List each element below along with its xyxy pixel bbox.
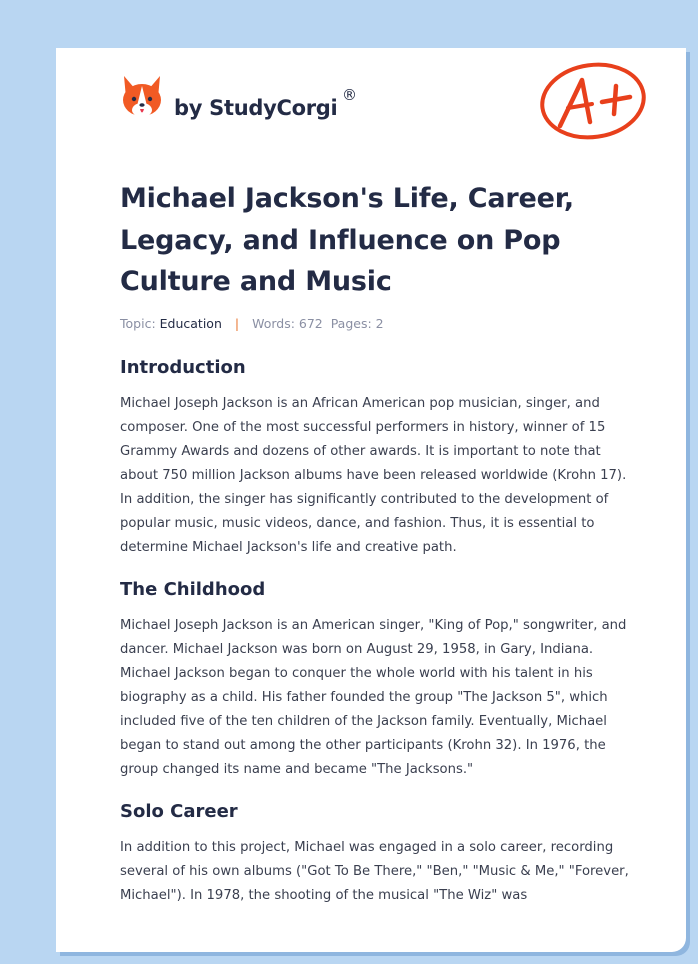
topic-label: Topic: <box>120 315 156 331</box>
topic-link[interactable]: Education <box>159 315 222 331</box>
section-body-introduction: Michael Joseph Jackson is an African American pop musician, singer, and composer. One of the most successful performers in history, winner of 15 Grammy Awards and dozens of other awards. It is important to note that about 750 million Jackson albums have been released worldwide (Krohn 17). In addition, the singer has significantly contributed to the development of popular music, music videos, dance, and fashion. Thus, it is essential to determine Michael Jackson's life and creative path. <box>120 395 627 555</box>
meta-separator: | <box>234 315 240 331</box>
a-plus-icon <box>538 60 648 142</box>
section-body-childhood: Michael Joseph Jackson is an American singer, "King of Pop," songwriter, and dancer. Michael Jackson was born on August 29, 1958, in Gary, Indiana. Michael Jackson began to conquer the whole world with his talent in his biography as a child. His father founded the group "The Jackson 5", which included five of the ten children of the Jackson family. Eventually, Michael began to stand out among the other participants (Krohn 32). In 1976, the group changed its name and became "The Jacksons." <box>120 617 627 777</box>
essay-title: Michael Jackson's Life, Career, Legacy, and Influence on Pop Culture and Music <box>120 183 574 297</box>
registered-mark: ® <box>342 86 357 104</box>
essay-meta <box>120 316 630 331</box>
section-heading-solo-career: Solo Career <box>120 800 238 822</box>
word-count: Words: 672 <box>252 315 323 331</box>
grade-text: A+ <box>538 60 540 61</box>
page-count: Pages: 2 <box>330 315 384 331</box>
section-body-solo-career: In addition to this project, Michael was engaged in a solo career, recording several of his own albums ("Got To Be There," "Ben," "Music & Me," "Forever, Michael"). In 1978, the shooting of the musical "The Wiz" was <box>120 839 629 903</box>
section-heading-introduction: Introduction <box>120 356 246 378</box>
logo-wordmark: by StudyCorgi <box>174 96 338 120</box>
grade-badge <box>538 60 648 146</box>
section-heading-childhood: The Childhood <box>120 578 266 600</box>
document-page <box>56 48 686 952</box>
corgi-icon <box>120 74 164 120</box>
essay-content <box>120 178 630 908</box>
